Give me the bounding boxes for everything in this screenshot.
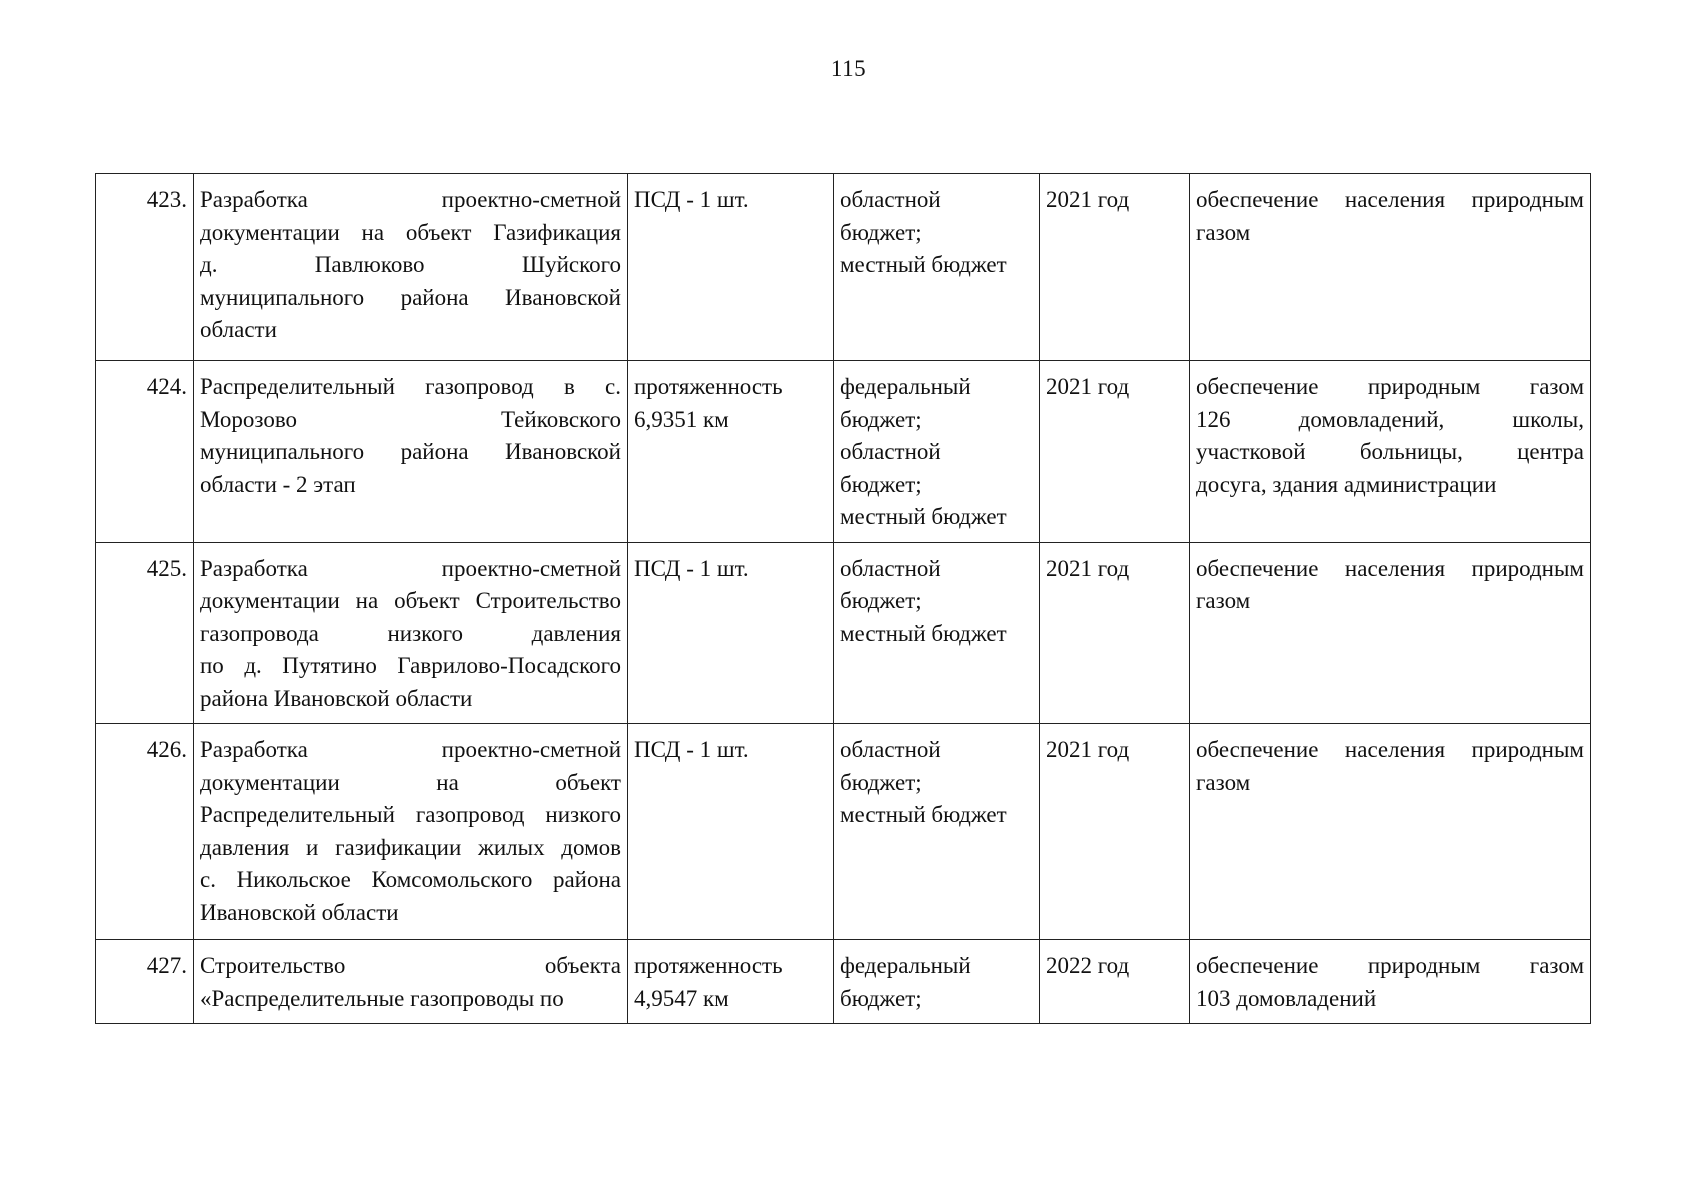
funding-source-cell-line: бюджет; <box>840 471 922 497</box>
funding-source-cell-line: федеральный <box>840 953 971 978</box>
expected-result-cell-line: газом <box>1196 588 1251 613</box>
funding-source-cell-line: областной <box>840 187 941 212</box>
table-body <box>96 174 1591 1024</box>
indicator-cell <box>628 542 834 724</box>
object-name-cell-line: Разработка проектно-сметной <box>200 187 621 212</box>
object-name-cell-line: документации на объект <box>200 769 621 795</box>
funding-source-cell <box>834 174 1040 361</box>
expected-result-cell <box>1190 361 1591 543</box>
object-name-cell-line: области - 2 этап <box>200 471 356 497</box>
year-cell: 2021 год <box>1040 174 1190 361</box>
object-name-cell-line: давления и газификации жилых домов <box>200 834 621 860</box>
funding-source-cell-line: бюджет; <box>840 985 922 1011</box>
funding-source-cell <box>834 724 1040 940</box>
expected-result-cell-line: 103 домовладений <box>1196 985 1377 1011</box>
funding-source-cell-line: бюджет; <box>840 219 922 245</box>
funding-source-cell-line: местный бюджет <box>840 802 1007 827</box>
object-name-cell-line: по д. Путятино Гаврилово-Посадского <box>200 653 621 678</box>
year-cell: 2021 год <box>1040 361 1190 543</box>
row-number: 427. <box>96 940 194 1024</box>
object-name-cell-line: района Ивановской области <box>200 685 473 711</box>
expected-result-cell <box>1190 940 1591 1024</box>
funding-source-cell <box>834 940 1040 1024</box>
object-name-cell <box>194 542 628 724</box>
indicator-cell <box>628 940 834 1024</box>
object-name-cell-line: с. Никольское Комсомольского района <box>200 867 621 892</box>
expected-result-cell <box>1190 724 1591 940</box>
indicator-cell <box>628 724 834 940</box>
funding-source-cell-line: областной <box>840 737 941 762</box>
expected-result-cell <box>1190 174 1591 361</box>
expected-result-cell-line: 126 домовладений, школы, <box>1196 406 1584 432</box>
table-row <box>96 361 1591 543</box>
table-row <box>96 940 1591 1024</box>
table-row <box>96 724 1591 940</box>
expected-result-cell-line: обеспечение населения природным <box>1196 737 1584 762</box>
table-row <box>96 542 1591 724</box>
object-name-cell-line: Морозово Тейковского <box>200 406 621 432</box>
object-name-cell <box>194 940 628 1024</box>
year-cell: 2021 год <box>1040 724 1190 940</box>
object-name-cell-line: муниципального района Ивановской <box>200 439 621 464</box>
row-number: 425. <box>96 542 194 724</box>
funding-source-cell-line: местный бюджет <box>840 620 1007 646</box>
row-number: 424. <box>96 361 194 543</box>
year-cell: 2022 год <box>1040 940 1190 1024</box>
object-name-cell-line: Разработка проектно-сметной <box>200 737 621 762</box>
object-name-cell-line: д. Павлюково Шуйского <box>200 252 621 277</box>
object-name-cell <box>194 361 628 543</box>
expected-result-cell-line: обеспечение природным газом <box>1196 953 1584 978</box>
expected-result-cell <box>1190 542 1591 724</box>
indicator-cell-line: ПСД - 1 шт. <box>634 737 749 762</box>
object-name-cell-line: документации на объект Газификация <box>200 219 621 245</box>
object-name-cell-line: Ивановской области <box>200 899 399 925</box>
indicator-cell-line: 6,9351 км <box>634 406 729 432</box>
object-name-cell-line: Строительство объекта <box>200 953 621 978</box>
indicator-cell-line: ПСД - 1 шт. <box>634 187 749 212</box>
funding-source-cell-line: бюджет; <box>840 588 922 613</box>
object-name-cell-line: газопровода низкого давления <box>200 620 621 646</box>
funding-source-cell-line: местный бюджет <box>840 252 1007 277</box>
expected-result-cell-line: участковой больницы, центра <box>1196 439 1584 464</box>
funding-source-cell-line: бюджет; <box>840 769 922 795</box>
year-cell: 2021 год <box>1040 542 1190 724</box>
object-name-cell-line: муниципального района Ивановской <box>200 284 621 310</box>
funding-source-cell <box>834 361 1040 543</box>
funding-source-cell <box>834 542 1040 724</box>
funding-source-cell-line: местный бюджет <box>840 504 1007 529</box>
object-name-cell-line: Распределительный газопровод низкого <box>200 802 621 827</box>
object-name-cell-line: области <box>200 317 277 342</box>
expected-result-cell-line: обеспечение населения природным <box>1196 187 1584 212</box>
table-row <box>96 174 1591 361</box>
object-name-cell-line: Разработка проектно-сметной <box>200 555 621 581</box>
expected-result-cell-line: газом <box>1196 219 1251 245</box>
indicator-cell-line: протяженность <box>634 953 783 978</box>
row-number: 423. <box>96 174 194 361</box>
funding-source-cell-line: областной <box>840 439 941 464</box>
expected-result-cell-line: газом <box>1196 769 1251 795</box>
expected-result-cell-line: обеспечение населения природным <box>1196 555 1584 581</box>
object-name-cell <box>194 724 628 940</box>
row-number: 426. <box>96 724 194 940</box>
expected-result-cell-line: обеспечение природным газом <box>1196 374 1584 399</box>
object-name-cell <box>194 174 628 361</box>
page-number: 115 <box>830 56 867 81</box>
object-name-cell-line: документации на объект Строительство <box>200 588 621 613</box>
indicator-cell <box>628 174 834 361</box>
indicator-cell-line: протяженность <box>634 374 783 399</box>
funding-source-cell-line: бюджет; <box>840 406 922 432</box>
indicator-cell <box>628 361 834 543</box>
expected-result-cell-line: досуга, здания администрации <box>1196 471 1497 497</box>
indicator-cell-line: ПСД - 1 шт. <box>634 555 749 581</box>
program-objects-table <box>95 173 1591 1024</box>
indicator-cell-line: 4,9547 км <box>634 985 729 1011</box>
object-name-cell-line: «Распределительные газопроводы по <box>200 985 564 1011</box>
funding-source-cell-line: федеральный <box>840 374 971 399</box>
funding-source-cell-line: областной <box>840 555 941 581</box>
object-name-cell-line: Распределительный газопровод в с. <box>200 374 621 399</box>
